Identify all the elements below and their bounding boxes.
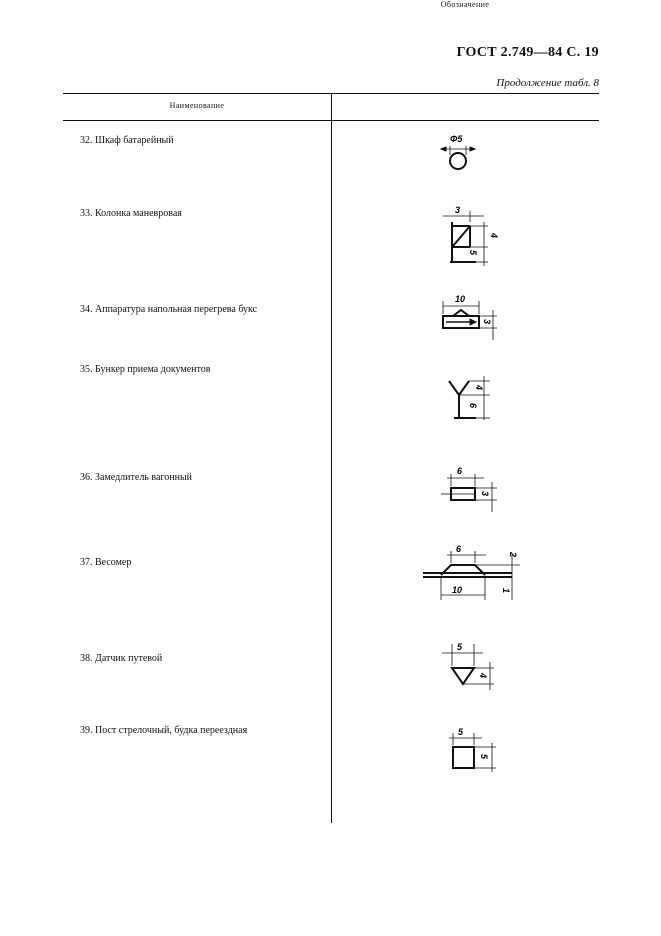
dimension-label: 5 <box>458 727 464 737</box>
table-row-label: 36. Замедлитель вагонный <box>80 472 193 483</box>
column-header-name: Наименование <box>169 101 225 110</box>
page-header-code: ГОСТ 2.749—84 С. 19 <box>456 45 599 60</box>
switch-post-symbol <box>420 0 540 936</box>
dimension-label: 3 <box>455 205 461 215</box>
table-continuation-label: Продолжение табл. 8 <box>496 77 599 89</box>
dimension-label: 5 <box>457 642 463 652</box>
table-column-divider <box>331 93 332 823</box>
dimension-label: Φ5 <box>450 134 463 144</box>
table-row-label: 37. Весомер <box>80 557 132 568</box>
dimension-label: 1 <box>501 588 511 594</box>
table-row-label: 32. Шкаф батарейный <box>80 135 174 146</box>
dimension-label: 4 <box>478 673 488 679</box>
dimension-label: 6 <box>457 466 463 476</box>
dimension-label: 6 <box>468 403 478 409</box>
dimension-label: 3 <box>480 491 490 497</box>
dimension-label: 4 <box>489 233 499 239</box>
dimension-label: 10 <box>455 294 466 304</box>
table-row-label: 33. Колонка маневровая <box>80 208 182 219</box>
dimension-label: 5 <box>479 754 489 760</box>
dimension-label: 6 <box>456 544 462 554</box>
dimension-label: 3 <box>482 319 492 325</box>
dimension-label: 2 <box>508 552 518 558</box>
column-header-symbol: Обозначение <box>440 0 490 9</box>
table-row-label: 34. Аппаратура напольная перегрева букс <box>80 304 258 315</box>
dimension-label: 10 <box>452 585 463 595</box>
dimension-label: 4 <box>474 385 484 391</box>
table-row-label: 38. Датчик путевой <box>80 653 163 664</box>
table-row-label: 39. Пост стрелочный, будка переездная <box>80 725 248 736</box>
table-row-label: 35. Бункер приема документов <box>80 364 211 375</box>
dimension-label: 5 <box>468 250 478 256</box>
